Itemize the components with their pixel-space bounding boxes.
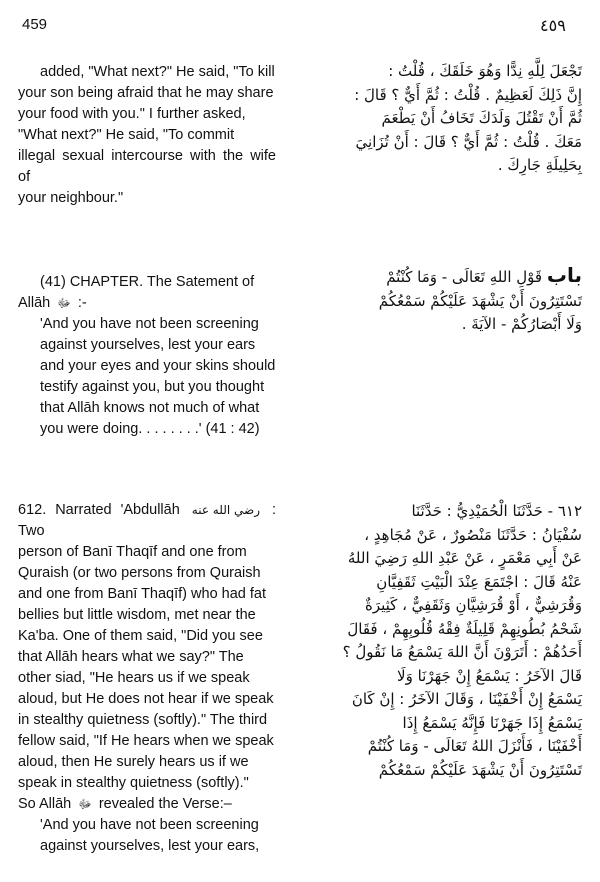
arabic-line: شَحْمُ بُطُونِهِمْ قَلِيلَةٌ فِقْهُ قُلُوبِهِمْ ، فَقَالَ	[347, 619, 582, 638]
hadith-number: 612. Narrated 'Abdullāh	[18, 502, 180, 518]
text-line: speak in stealthy quietness (softly)."	[18, 775, 249, 791]
arabic-line: وَقُرَشِيٌّ ، أَوْ قُرَشِيَّانِ وَثَقَفِيٌّ ، كَثِيرَةٌ	[364, 596, 582, 614]
honorific-glyph: رضي الله عنه	[191, 503, 260, 517]
arabic-line: وَلَا أَبْصَارُكُمْ - الآيَةَ .	[461, 315, 582, 333]
arabic-text-block-1	[300, 60, 582, 178]
arabic-line: يَسْمَعُ إِنْ أَخْفَيْنَا ، وَقَالَ الآخَرُ : إِنْ كَانَ	[351, 690, 582, 708]
arabic-line: ٦١٢ - حَدَّثَنَا الْحُمَيْدِيُّ : حَدَّثَنَا	[411, 502, 582, 520]
quote-line: and your eyes and your skins should	[40, 358, 276, 374]
arabic-line: مَعَكَ . قُلْتُ : ثُمَّ أَيٌّ ؟ قَالَ : أَنْ تُزَانِيَ	[355, 132, 582, 151]
allah-name: So Allāh	[18, 796, 72, 812]
quote-line: that Allāh knows not much of what	[40, 400, 260, 416]
page-number-english: 459	[22, 16, 48, 33]
arabic-line	[300, 264, 582, 290]
text-line: in stealthy quietness (softly)." The third	[18, 712, 268, 728]
honorific-glyph: ﷻ	[57, 296, 71, 310]
chapter-heading: (41) CHAPTER. The Satement of	[40, 274, 255, 290]
text-line: Ka'ba. One of them said, "Did you see	[18, 628, 263, 644]
quote-line: against yourselves, lest your ears	[40, 337, 256, 353]
text-line: aloud, but He does not hear if we speak	[18, 691, 274, 707]
quran-quote	[18, 815, 276, 857]
quote-line: you were doing. . . . . . . .' (41 : 42)	[40, 421, 260, 437]
revealed-line	[18, 794, 276, 815]
text-line: aloud, then He surely hears us if we	[18, 754, 249, 770]
arabic-line: بِحَلِيلَةِ جَارِكَ .	[497, 156, 582, 174]
arabic-line: يَسْمَعُ إِذَا جَهَرْنَا فَإِنَّهُ يَسْمَعُ إِذَا	[402, 713, 582, 732]
chapter-suffix: :-	[77, 295, 87, 311]
text-line: and one from Banī Thaqīf) who had fat	[18, 586, 267, 602]
arabic-line: عَنْهُ قَالَ : اجْتَمَعَ عِنْدَ الْبَيْتِ ثَقَفِيَّانِ	[376, 572, 582, 591]
arabic-line: تَسْتَتِرُونَ أَنْ يَشْهَدَ عَلَيْكُمْ سَمْعُكُمْ	[378, 760, 582, 779]
arabic-line: تَسْتَتِرُونَ أَنْ يَشْهَدَ عَلَيْكُمْ سَمْعُكُمْ	[378, 291, 582, 310]
quote-line: testify against you, but you thought	[40, 379, 265, 395]
hadith-number-line	[18, 500, 276, 542]
arabic-line: أَحَدُهُمْ : أَتَرَوْنَ أَنَّ اللهَ يَسْمَعُ مَا نَقُولُ ؟	[342, 643, 582, 661]
quote-line: against yourselves, lest your ears,	[40, 838, 260, 854]
text-line: your food with you." I further asked,	[18, 106, 246, 122]
hadith-number-suffix: : Two	[18, 502, 277, 539]
text-line: that Allāh hears what we say?" The	[18, 649, 244, 665]
hadith-612-english	[18, 500, 276, 857]
arabic-line: قَالَ الآخَرُ : يَسْمَعُ إِنْ جَهَرْنَا وَلَا	[397, 666, 582, 685]
quran-quote	[18, 314, 276, 440]
chapter-41-arabic	[300, 264, 582, 337]
revealed-suffix: revealed the Verse:–	[98, 796, 232, 812]
text-line: Quraish (or two persons from Quraish	[18, 565, 261, 581]
chapter-heading-line-2	[18, 293, 276, 314]
arabic-line: سُفْيَانُ : حَدَّثَنَا مَنْصُورٌ ، عَنْ مُجَاهِدٍ ،	[364, 525, 582, 544]
text-line: your son being afraid that he may share	[18, 85, 274, 101]
text-line: other siad, "He hears us if we speak	[18, 670, 250, 686]
text-line: "What next?" He said, "To commit	[18, 127, 235, 143]
arabic-line: إِنَّ ذَلِكَ لَعَظِيمٌ . قُلْتُ : ثُمَّ أَيٌّ ؟ قَالَ :	[354, 85, 582, 104]
quote-line: 'And you have not been screening	[40, 817, 259, 833]
arabic-line: عَنْ أَبِي مَعْمَرٍ ، عَنْ عَبْدِ اللهِ رَضِيَ اللهُ	[347, 549, 582, 567]
text-line: added, "What next?" He said, "To kill	[40, 64, 275, 80]
quote-line: 'And you have not been screening	[40, 316, 259, 332]
text-line: illegal sexual intercourse with the wife of	[18, 148, 276, 185]
arabic-line: ثُمَّ أَنْ تَقْتُلَ وَلَدَكَ تَخَافُ أَنْ يَطْعَمَ	[381, 109, 582, 127]
text-line: person of Banī Thaqīf and one from	[18, 544, 247, 560]
text-line: your neighbour."	[18, 190, 124, 206]
text-line: bellies but little wisdom, met near the	[18, 607, 256, 623]
page-number-arabic: ٤٥٩	[540, 16, 566, 35]
chapter-41-english	[18, 272, 276, 440]
honorific-glyph: ﷻ	[78, 797, 92, 811]
arabic-line-text: قَوْلِ اللهِ تَعَالَى - وَمَا كُنْتُمْ	[386, 268, 543, 286]
text-line: fellow said, "If He hears when we speak	[18, 733, 274, 749]
english-text-block-1	[18, 62, 276, 209]
arabic-line: تَجْعَلَ لِلَّهِ نِدًّا وَهُوَ خَلَقَكَ ، قُلْتُ :	[388, 62, 582, 80]
arabic-bab-heading: باب	[546, 263, 582, 287]
allah-name: Allāh	[18, 295, 51, 311]
hadith-612-arabic	[300, 500, 582, 782]
arabic-line: أَخْفَيْنَا ، فَأَنْزَلَ اللهُ تَعَالَى - وَمَا كُنْتُمْ	[367, 737, 582, 755]
